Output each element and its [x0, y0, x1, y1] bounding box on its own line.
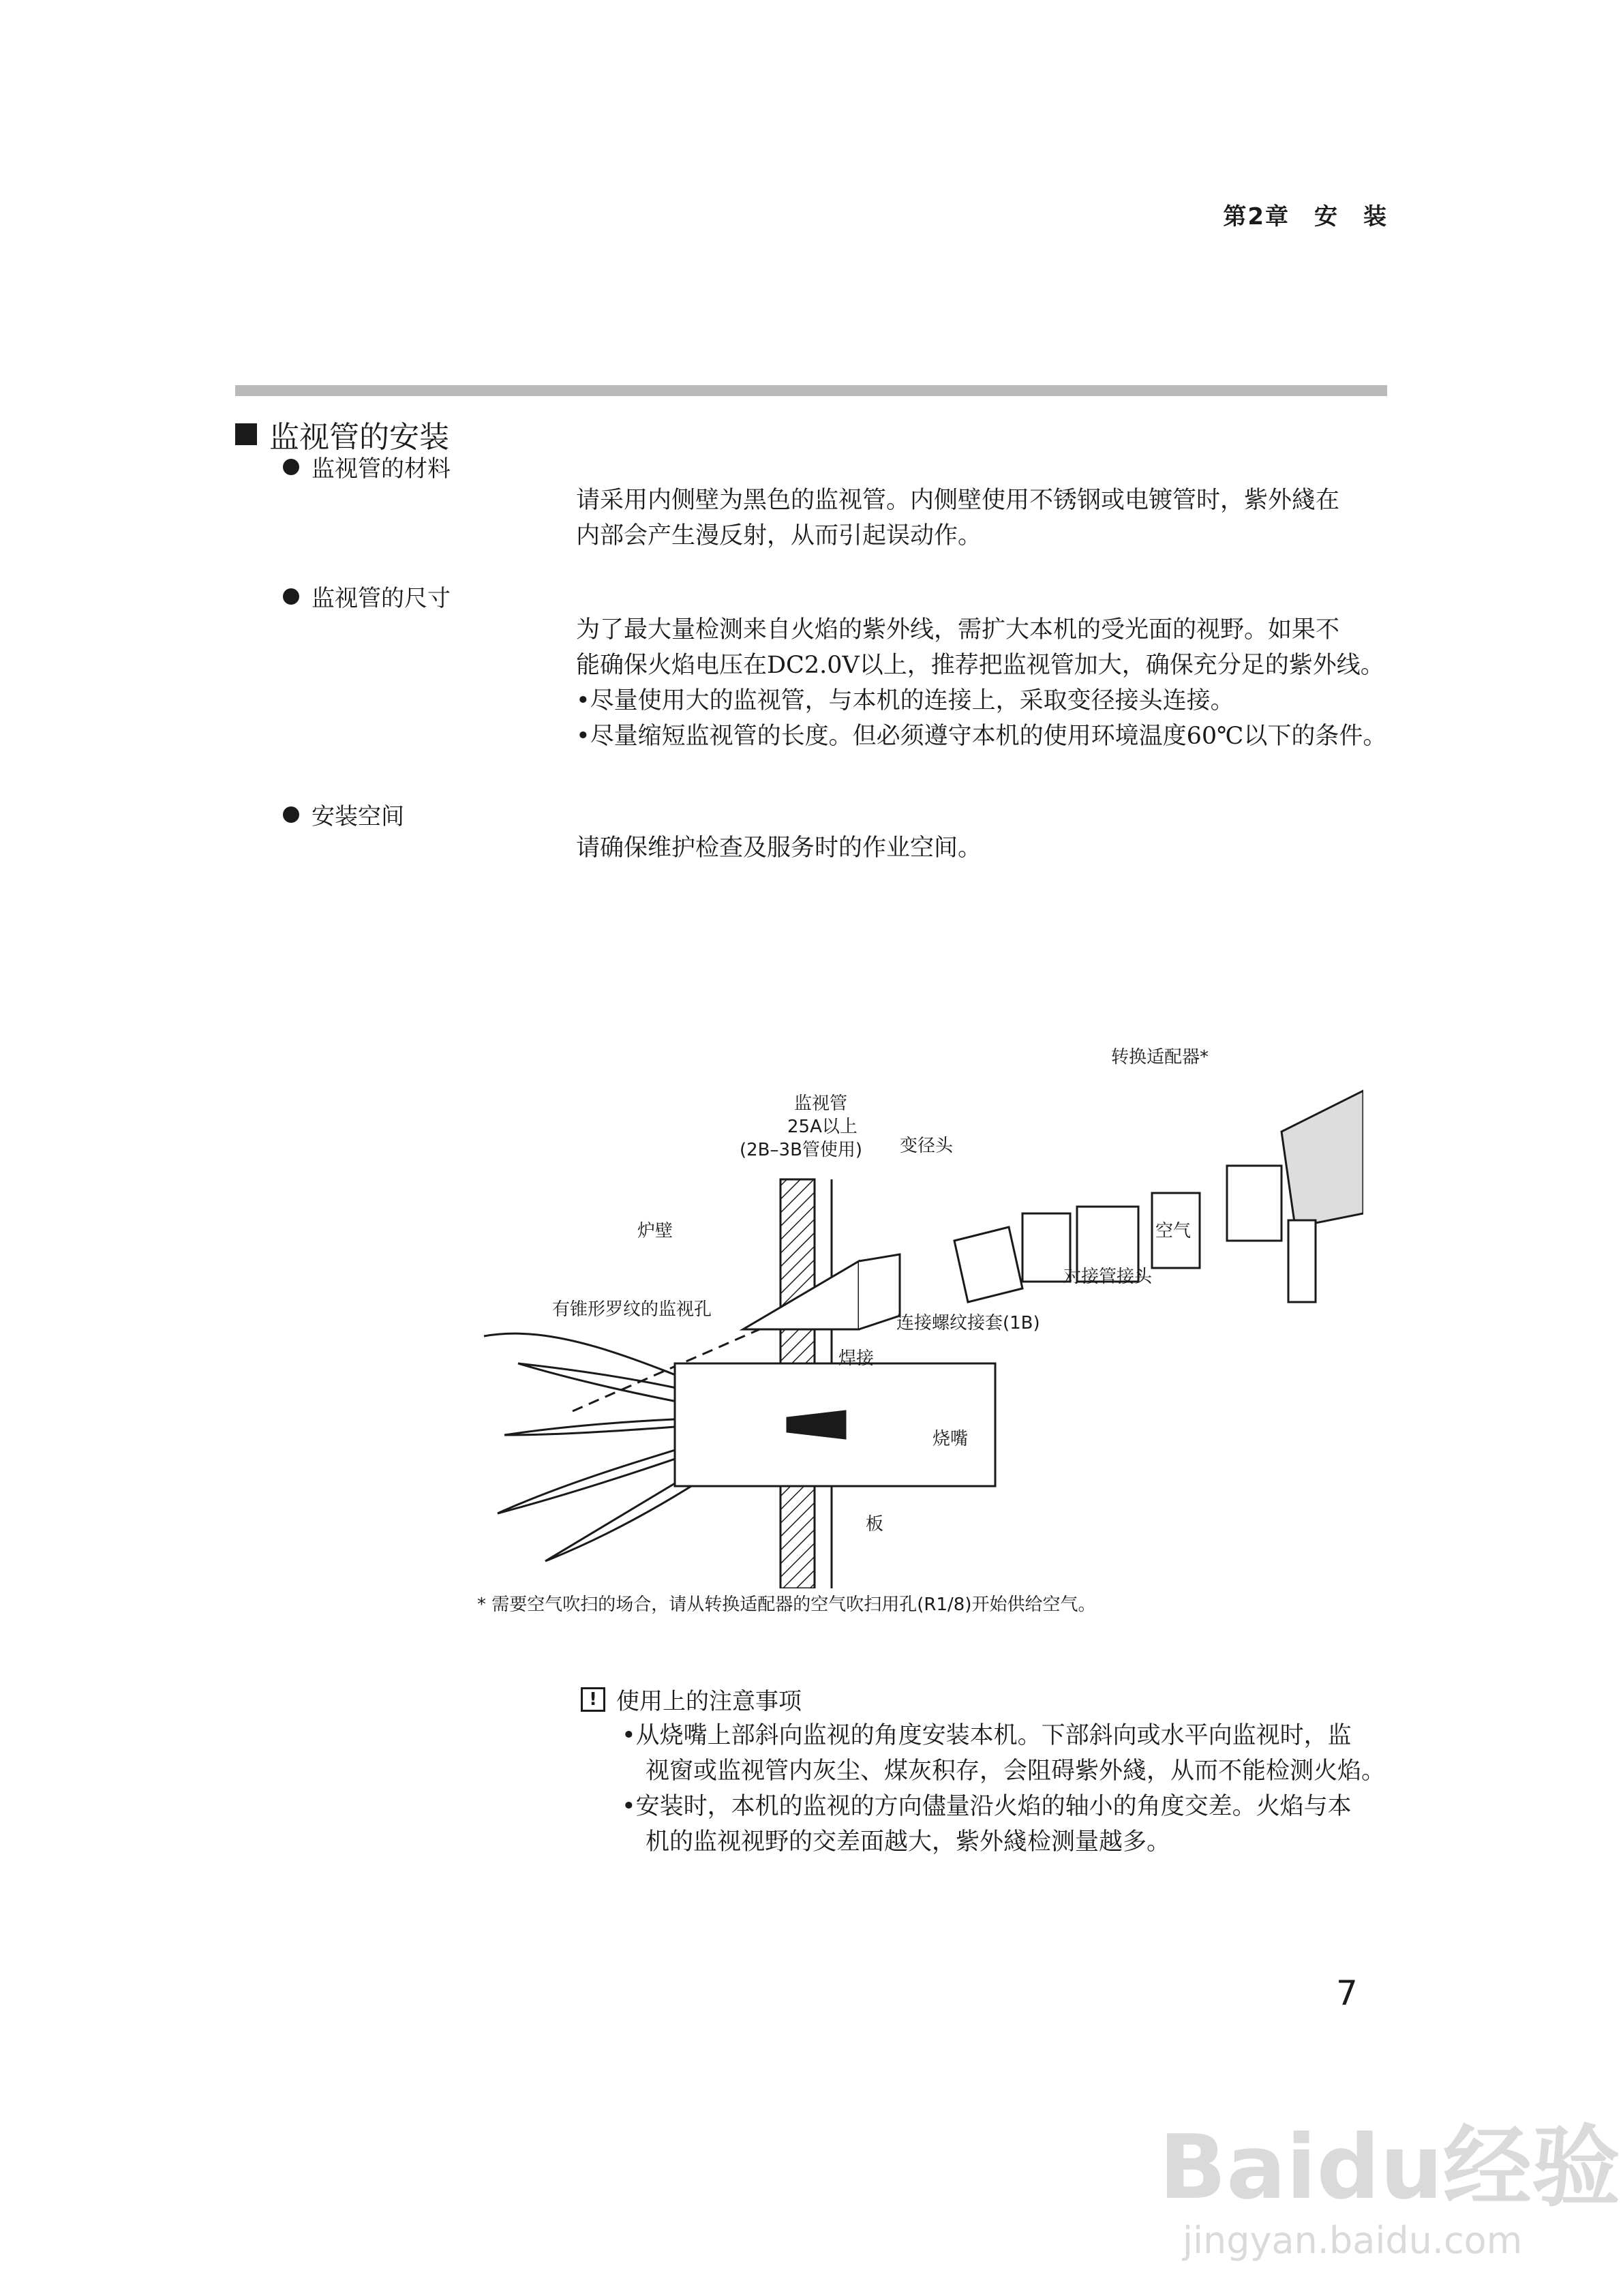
label-burner: 烧嘴	[932, 1429, 969, 1449]
label-tube-note: (2B–3B管使用)	[740, 1140, 863, 1160]
label-union: 对接管接头	[1063, 1267, 1153, 1287]
label-reducer: 变径头	[900, 1136, 954, 1156]
diagram-footnote: * 需要空气吹扫的场合，请从转换适配器的空气吹扫用孔(R1/8)开始供给空气。	[477, 1595, 1096, 1615]
label-tube: 监视管	[794, 1093, 848, 1114]
paragraph-size	[576, 612, 1394, 754]
subsection-title: 安装空间	[312, 803, 404, 830]
label-wall: 炉壁	[637, 1221, 673, 1241]
label-weld: 焊接	[838, 1348, 875, 1369]
text-line: 视窗或监视管内灰尘、煤灰积存，会阻碍紫外綫，从而不能检测火焰。	[622, 1757, 1386, 1785]
chapter-header: 第2章 安 装	[1223, 203, 1388, 230]
label-plate: 板	[866, 1514, 884, 1535]
subsection-heading-space	[283, 798, 404, 831]
subsection-heading-size	[283, 579, 451, 613]
watermark-logo: Baidu经验	[1159, 2115, 1620, 2219]
label-adapter: 转换适配器*	[1111, 1047, 1209, 1068]
text-line: •尽量使用大的监视管，与本机的连接上，采取变径接头连接。	[576, 687, 1234, 714]
text-line: 机的监视视野的交差面越大，紫外綫检测量越多。	[622, 1828, 1171, 1856]
section-title: 监视管的安装	[269, 420, 449, 455]
text-line: 内部会产生漫反射，从而引起误动作。	[576, 522, 982, 549]
watermark-url: jingyan.baidu.com	[1183, 2219, 1523, 2262]
paragraph-material	[576, 483, 1394, 554]
paragraph-space	[576, 830, 1394, 866]
subsection-title: 监视管的材料	[312, 455, 451, 483]
caution-title: 使用上的注意事项	[616, 1688, 802, 1715]
subsection-heading-material	[283, 450, 451, 483]
circle-bullet-icon	[283, 588, 299, 605]
label-hole: 有锥形罗纹的监视孔	[552, 1299, 712, 1320]
square-bullet-icon	[235, 423, 257, 445]
caution-icon: !	[581, 1687, 605, 1712]
label-socket: 连接螺纹接套(1B)	[896, 1313, 1040, 1333]
caution-heading	[581, 1682, 802, 1716]
circle-bullet-icon	[283, 459, 299, 475]
text-line: 请采用内侧壁为黑色的监视管。内侧壁使用不锈钢或电镀管时，紫外綫在	[576, 487, 1340, 514]
page-number: 7	[1336, 1974, 1358, 2013]
text-line: 为了最大量检测来自火焰的紫外线，需扩大本机的受光面的视野。如果不	[576, 616, 1340, 644]
section-divider	[235, 385, 1387, 396]
installation-diagram	[477, 1043, 1363, 1588]
caution-text	[622, 1718, 1385, 1860]
text-line: 能确保火焰电压在DC2.0V以上，推荐把监视管加大，确保充分足的紫外线。	[576, 652, 1384, 679]
text-line: 请确保维护检查及服务时的作业空间。	[576, 834, 982, 862]
subsection-title: 监视管的尺寸	[312, 585, 451, 612]
text-line: •尽量缩短监视管的长度。但必须遵守本机的使用环境温度60℃以下的条件。	[576, 723, 1387, 750]
circle-bullet-icon	[283, 806, 299, 823]
label-tube-size: 25A以上	[787, 1117, 858, 1137]
text-line: •安装时，本机的监视的方向儘量沿火焰的轴小的角度交差。火焰与本	[622, 1793, 1352, 1820]
label-air: 空气	[1155, 1221, 1192, 1241]
text-line: •从烧嘴上部斜向监视的角度安装本机。下部斜向或水平向监视时，监	[622, 1722, 1352, 1749]
